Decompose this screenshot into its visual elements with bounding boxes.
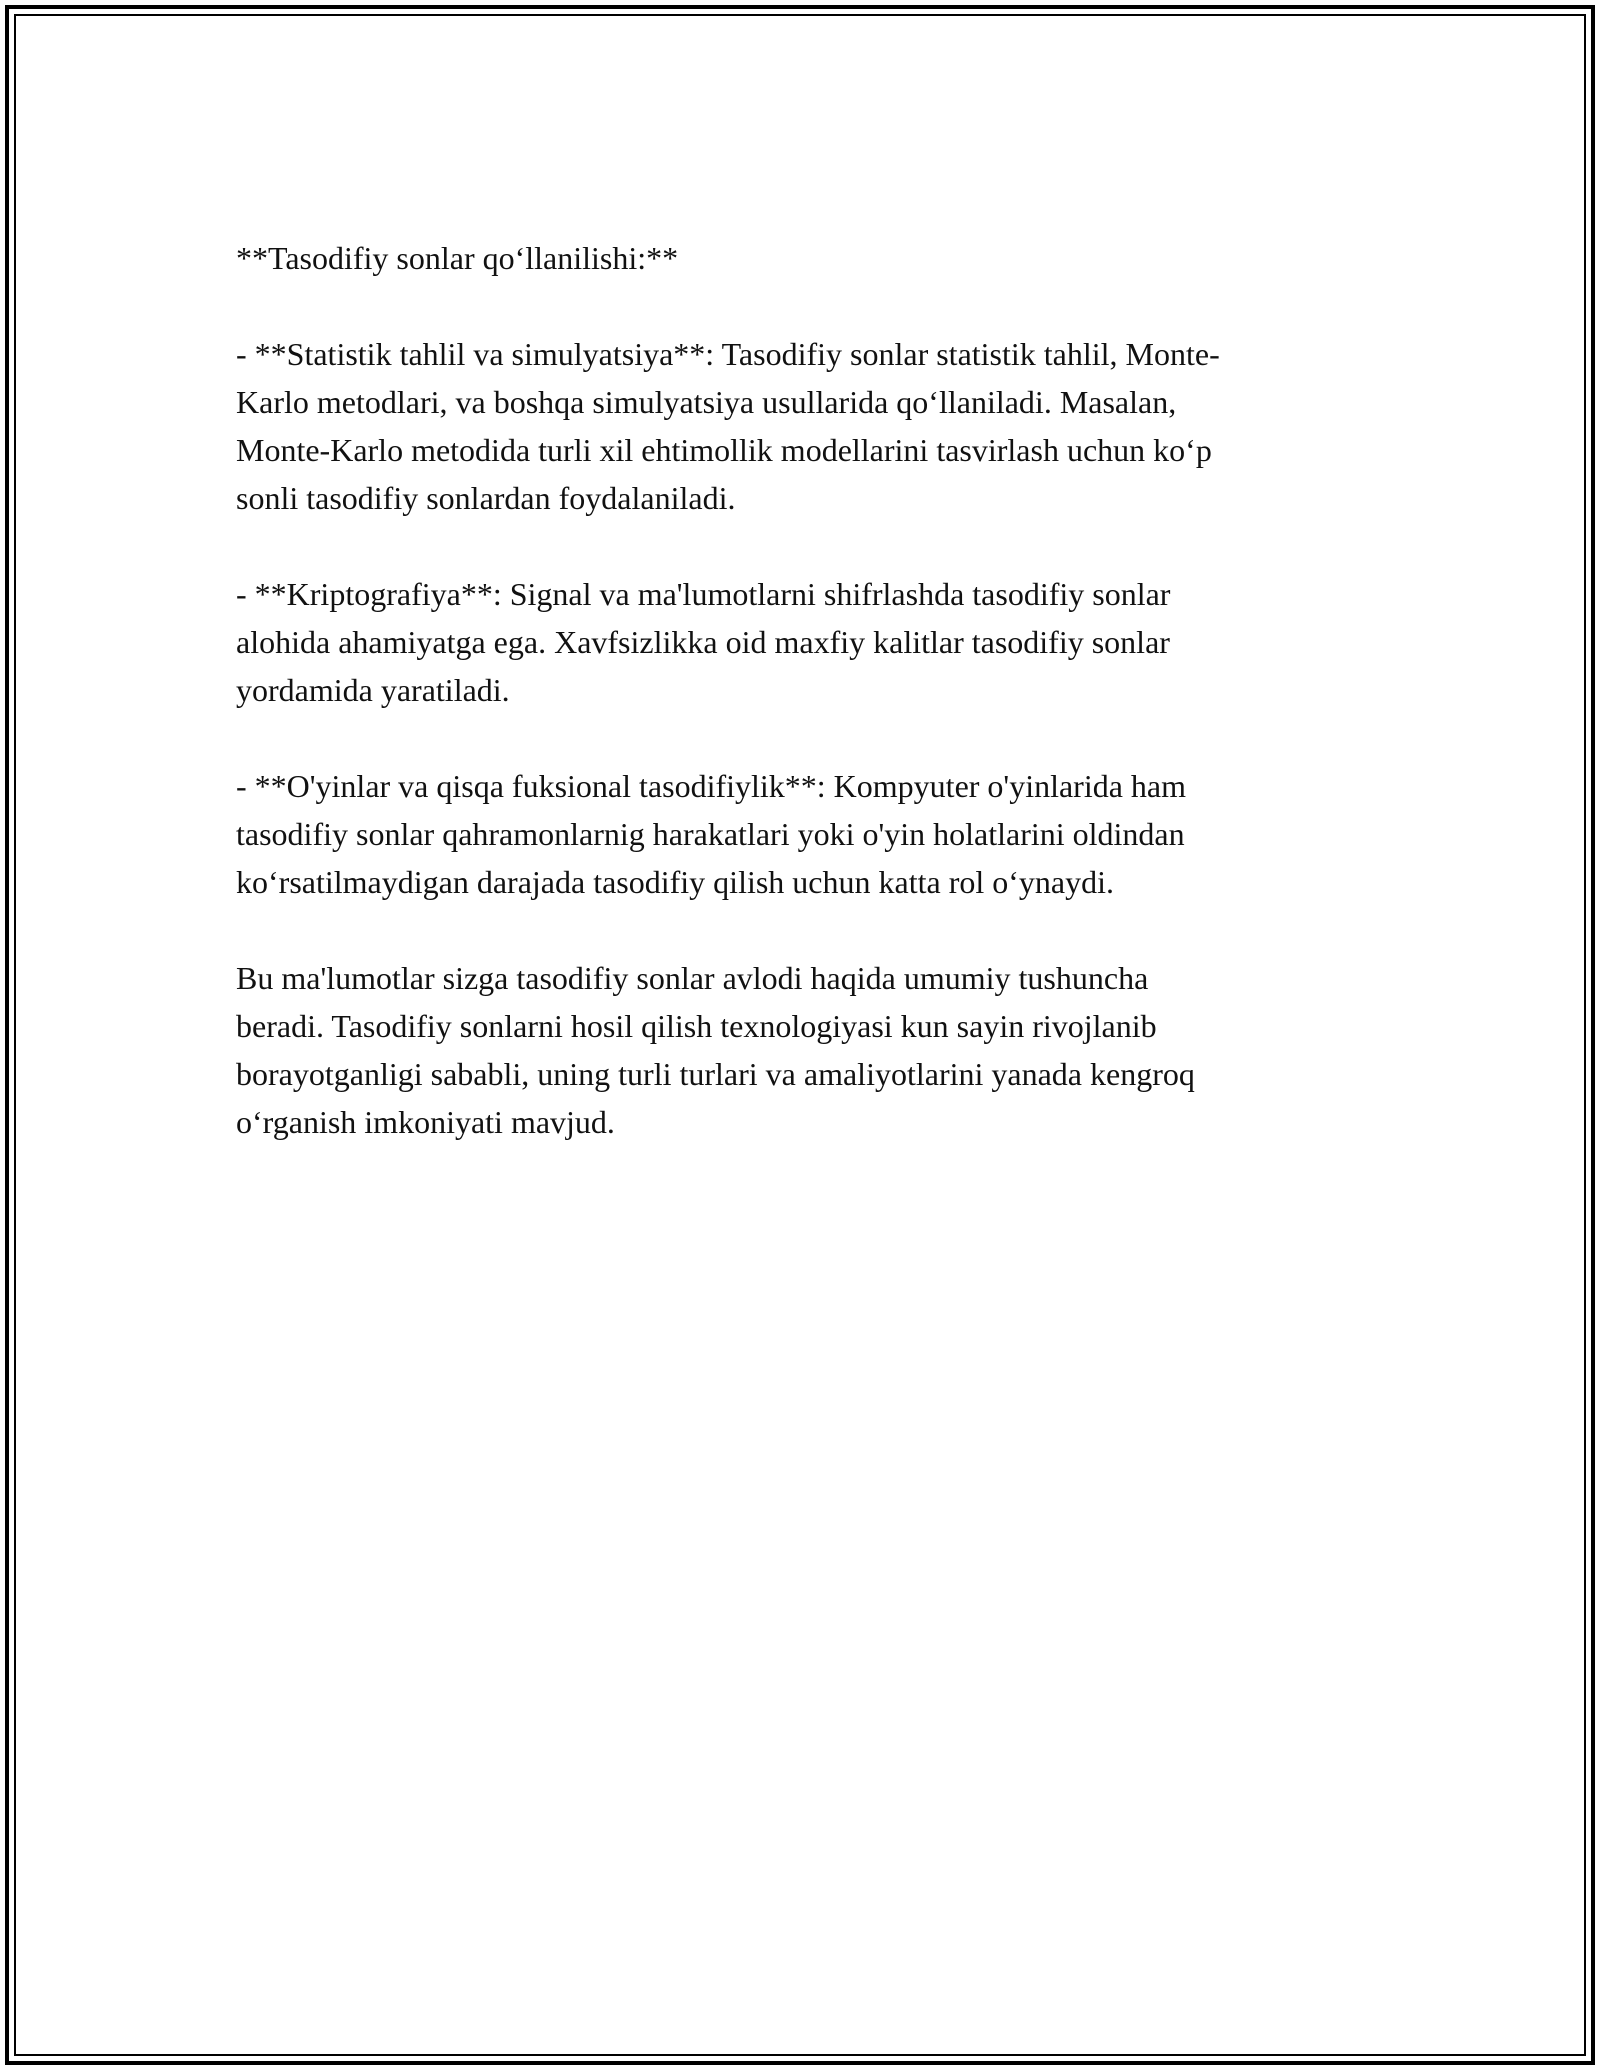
paragraph-games: - **O'yinlar va qisqa fuksional tasodifiylik**: Kompyuter o'yinlarida ham tasodifiy sonlar qahramonlarnig harakatlari yoki o'yin holatlarini oldindan ko‘rsatilmaydigan darajada tasodifiy qilish uchun katta rol o‘ynaydi.	[236, 768, 1187, 900]
paragraph-cryptography: - **Kriptografiya**: Signal va ma'lumotlarni shifrlashda tasodifiy sonlar alohida ahamiyatga ega. Xavfsizlikka oid maxfiy kalitlar tasodifiy sonlar yordamida yaratiladi.	[236, 576, 1171, 708]
paragraph-statistics: - **Statistik tahlil va simulyatsiya**: Tasodifiy sonlar statistik tahlil, Monte- Karlo metodlari, va boshqa simulyatsiya usullarida qo‘llaniladi. Masalan, Monte-Karlo metodida turli xil ehtimollik modellarini tasvirlash uchun ko‘p sonli tasodifiy sonlardan foydalaniladi.	[236, 336, 1220, 516]
section-heading: **Tasodifiy sonlar qo‘llanilishi:**	[236, 240, 679, 276]
paragraph-conclusion: Bu ma'lumotlar sizga tasodifiy sonlar avlodi haqida umumiy tushuncha beradi. Tasodifiy sonlarni hosil qilish texnologiyasi kun sayin rivojlanib borayotganligi sababli, uning turli turlari va amaliyotlarini yanada kengroq o‘rganish imkoniyati mavjud.	[236, 960, 1195, 1140]
document-body	[236, 234, 1376, 1146]
